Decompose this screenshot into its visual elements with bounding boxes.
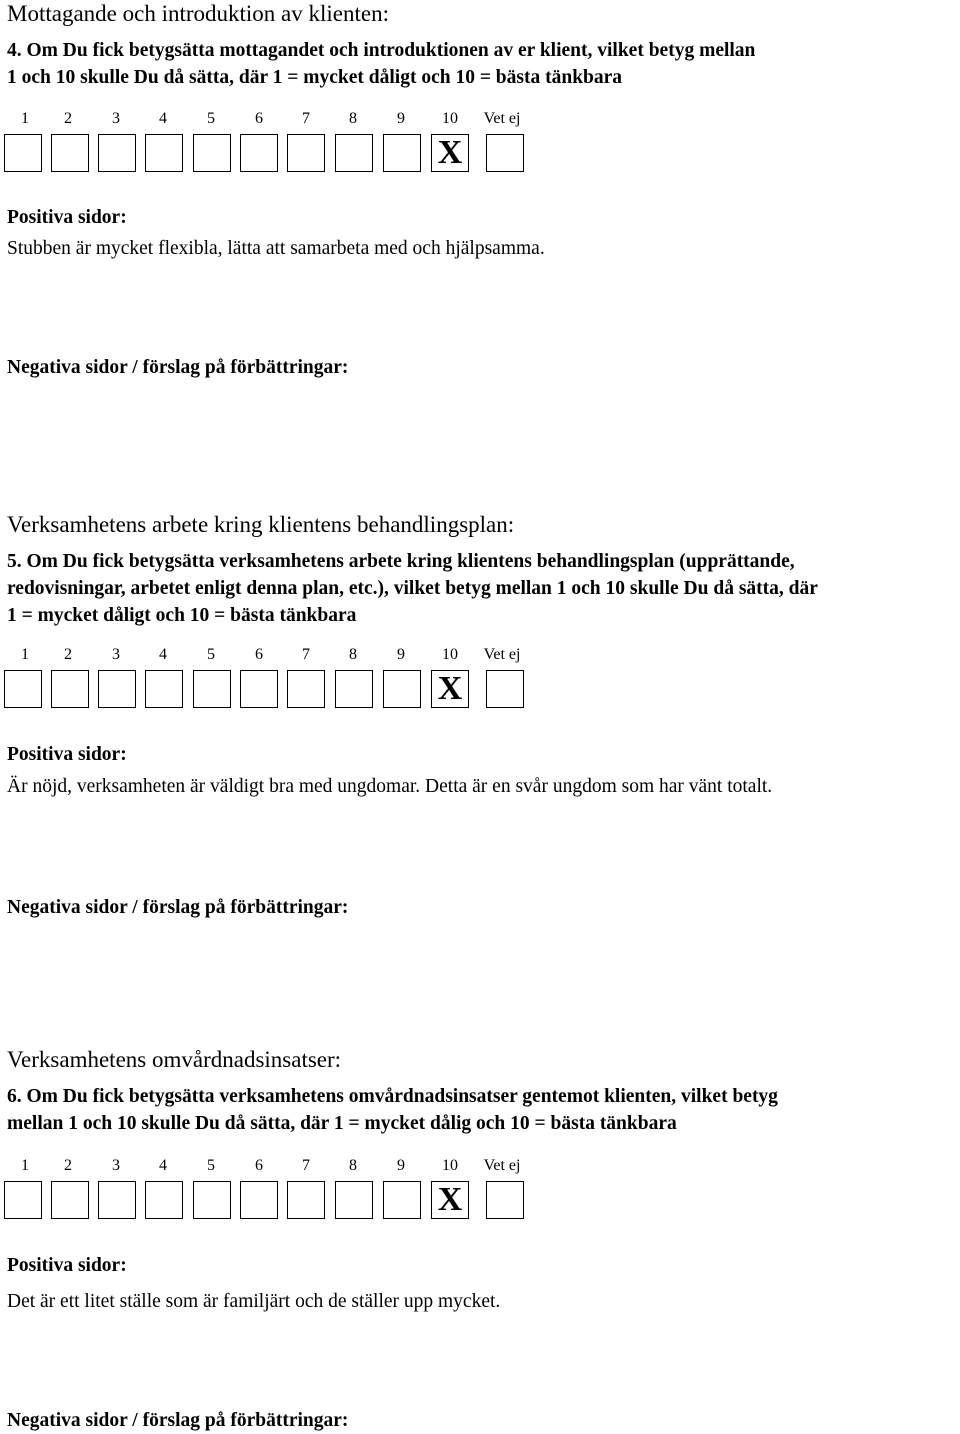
section-heading: Mottagande och introduktion av klienten: bbox=[7, 1, 389, 26]
rating-label-7: 7 bbox=[302, 646, 310, 663]
rating-label-4: 4 bbox=[159, 646, 167, 663]
rating-label-6: 6 bbox=[255, 646, 263, 663]
rating-label-2: 2 bbox=[64, 646, 72, 663]
rating-box-vet-ej[interactable] bbox=[486, 134, 524, 172]
rating-label-1: 1 bbox=[21, 1157, 29, 1174]
rating-label-3: 3 bbox=[112, 1157, 120, 1174]
question-line: 1 = mycket dåligt och 10 = bästa tänkbara bbox=[7, 605, 357, 626]
question-text bbox=[7, 1083, 957, 1137]
rating-label-10: 10 bbox=[442, 110, 458, 127]
positive-label: Positiva sidor: bbox=[7, 1255, 127, 1276]
negative-label: Negativa sidor / förslag på förbättringar: bbox=[7, 897, 349, 918]
rating-box-5[interactable] bbox=[193, 134, 231, 172]
rating-box-4[interactable] bbox=[145, 670, 183, 708]
rating-label-1: 1 bbox=[21, 646, 29, 663]
rating-box-8[interactable] bbox=[335, 134, 373, 172]
rating-box-6[interactable] bbox=[240, 1181, 278, 1219]
question-line: redovisningar, arbetet enligt denna plan, etc.), vilket betyg mellan 1 och 10 skulle Du då sätta, där bbox=[7, 578, 818, 599]
positive-answer: Det är ett litet ställe som är familjärt och de ställer upp mycket. bbox=[7, 1291, 501, 1312]
rating-box-9[interactable] bbox=[383, 1181, 421, 1219]
negative-label: Negativa sidor / förslag på förbättringar: bbox=[7, 1410, 349, 1431]
rating-label-8: 8 bbox=[349, 1157, 357, 1174]
rating-label-3: 3 bbox=[112, 110, 120, 127]
rating-label-vet-ej: Vet ej bbox=[483, 646, 521, 663]
positive-label: Positiva sidor: bbox=[7, 744, 127, 765]
rating-scale-labels bbox=[0, 646, 540, 668]
rating-box-5[interactable] bbox=[193, 670, 231, 708]
question-line: mellan 1 och 10 skulle Du då sätta, där 1 = mycket dålig och 10 = bästa tänkbara bbox=[7, 1113, 677, 1134]
rating-box-10[interactable] bbox=[431, 670, 469, 708]
rating-label-3: 3 bbox=[112, 646, 120, 663]
rating-label-5: 5 bbox=[207, 1157, 215, 1174]
rating-box-1[interactable] bbox=[4, 670, 42, 708]
rating-box-3[interactable] bbox=[98, 134, 136, 172]
rating-box-1[interactable] bbox=[4, 1181, 42, 1219]
positive-label: Positiva sidor: bbox=[7, 207, 127, 228]
rating-box-4[interactable] bbox=[145, 1181, 183, 1219]
rating-label-2: 2 bbox=[64, 1157, 72, 1174]
rating-label-9: 9 bbox=[397, 1157, 405, 1174]
rating-box-9[interactable] bbox=[383, 670, 421, 708]
question-text bbox=[7, 37, 957, 91]
rating-scale-labels bbox=[0, 1157, 540, 1179]
rating-label-8: 8 bbox=[349, 646, 357, 663]
rating-box-2[interactable] bbox=[51, 134, 89, 172]
rating-box-7[interactable] bbox=[287, 670, 325, 708]
rating-label-7: 7 bbox=[302, 1157, 310, 1174]
rating-box-3[interactable] bbox=[98, 670, 136, 708]
rating-box-8[interactable] bbox=[335, 670, 373, 708]
rating-label-10: 10 bbox=[442, 646, 458, 663]
negative-label: Negativa sidor / förslag på förbättringar: bbox=[7, 357, 349, 378]
rating-label-vet-ej: Vet ej bbox=[483, 110, 521, 127]
rating-label-2: 2 bbox=[64, 110, 72, 127]
rating-box-8[interactable] bbox=[335, 1181, 373, 1219]
question-line: 1 och 10 skulle Du då sätta, där 1 = mycket dåligt och 10 = bästa tänkbara bbox=[7, 67, 623, 88]
rating-label-4: 4 bbox=[159, 110, 167, 127]
positive-answer: Stubben är mycket flexibla, lätta att samarbeta med och hjälpsamma. bbox=[7, 238, 545, 259]
rating-label-10: 10 bbox=[442, 1157, 458, 1174]
rating-box-6[interactable] bbox=[240, 134, 278, 172]
rating-box-9[interactable] bbox=[383, 134, 421, 172]
rating-box-vet-ej[interactable] bbox=[486, 670, 524, 708]
rating-label-7: 7 bbox=[302, 110, 310, 127]
rating-label-4: 4 bbox=[159, 1157, 167, 1174]
rating-box-10[interactable] bbox=[431, 1181, 469, 1219]
rating-label-9: 9 bbox=[397, 646, 405, 663]
rating-box-7[interactable] bbox=[287, 1181, 325, 1219]
positive-answer: Är nöjd, verksamheten är väldigt bra med ungdomar. Detta är en svår ungdom som har vänt totalt. bbox=[7, 776, 773, 797]
rating-label-5: 5 bbox=[207, 646, 215, 663]
rating-label-6: 6 bbox=[255, 1157, 263, 1174]
rating-label-vet-ej: Vet ej bbox=[483, 1157, 521, 1174]
section-heading: Verksamhetens arbete kring klientens behandlingsplan: bbox=[7, 512, 515, 537]
rating-label-1: 1 bbox=[21, 110, 29, 127]
rating-box-2[interactable] bbox=[51, 670, 89, 708]
rating-label-8: 8 bbox=[349, 110, 357, 127]
rating-checkboxes bbox=[0, 134, 540, 176]
rating-box-3[interactable] bbox=[98, 1181, 136, 1219]
rating-box-2[interactable] bbox=[51, 1181, 89, 1219]
rating-box-5[interactable] bbox=[193, 1181, 231, 1219]
rating-box-7[interactable] bbox=[287, 134, 325, 172]
question-line: 5. Om Du fick betygsätta verksamhetens arbete kring klientens behandlingsplan (upprättande, bbox=[7, 551, 795, 572]
rating-box-1[interactable] bbox=[4, 134, 42, 172]
question-line: 4. Om Du fick betygsätta mottagandet och introduktionen av er klient, vilket betyg mellan bbox=[7, 40, 756, 61]
question-text bbox=[7, 548, 957, 629]
rating-label-6: 6 bbox=[255, 110, 263, 127]
section-heading: Verksamhetens omvårdnadsinsatser: bbox=[7, 1047, 342, 1072]
rating-checkboxes bbox=[0, 670, 540, 712]
rating-box-6[interactable] bbox=[240, 670, 278, 708]
checked-mark-icon: X bbox=[437, 1181, 463, 1218]
checked-mark-icon: X bbox=[437, 134, 463, 171]
checked-mark-icon: X bbox=[437, 670, 463, 707]
rating-label-9: 9 bbox=[397, 110, 405, 127]
rating-box-vet-ej[interactable] bbox=[486, 1181, 524, 1219]
rating-label-5: 5 bbox=[207, 110, 215, 127]
question-line: 6. Om Du fick betygsätta verksamhetens omvårdnadsinsatser gentemot klienten, vilket betyg bbox=[7, 1086, 778, 1107]
rating-box-4[interactable] bbox=[145, 134, 183, 172]
rating-scale-labels bbox=[0, 110, 540, 132]
rating-checkboxes bbox=[0, 1181, 540, 1223]
rating-box-10[interactable] bbox=[431, 134, 469, 172]
